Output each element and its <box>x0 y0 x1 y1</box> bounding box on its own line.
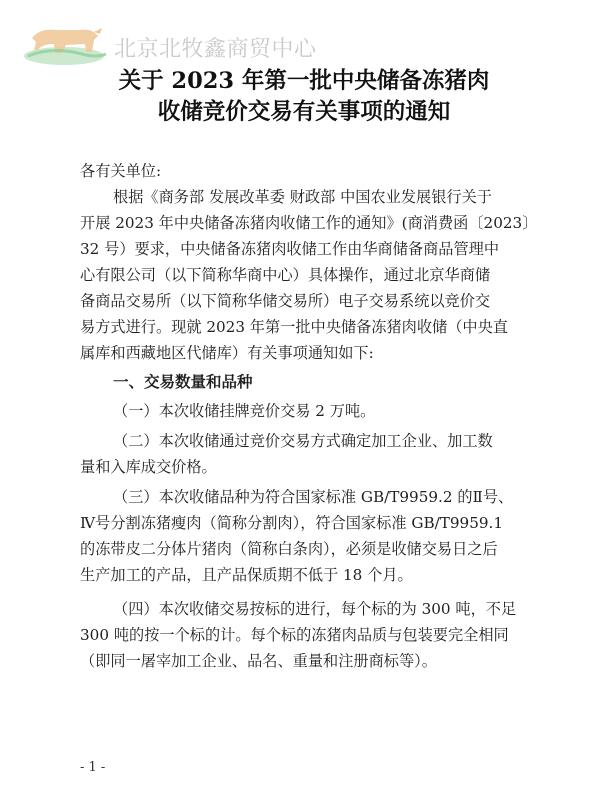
item-3-line: （三）本次收储品种为符合国家标准 GB/T9959.2 的Ⅱ号、 <box>113 488 514 506</box>
item-3-line: 生产加工的产品，且产品保质期不低于 18 个月。 <box>80 566 413 584</box>
item-4-line: 300 吨的按一个标的计。每个标的冻猪肉品质与包装要完全相同 <box>80 626 509 644</box>
page-number: - 1 - <box>80 760 106 775</box>
item-4-line: （即同一屠宰加工企业、品名、重量和注册商标等）。 <box>80 652 437 670</box>
intro-line: 开展 2023 年中央储备冻猪肉收储工作的通知》(商消费函〔2023〕 <box>80 214 538 232</box>
document-title-line-1: 关于 2023 年第一批中央储备冻猪肉 <box>118 68 490 94</box>
watermark-org-name: 北京北牧鑫商贸中心 <box>114 37 317 62</box>
item-3-line: Ⅳ号分割冻猪瘦肉（简称分割肉），符合国家标准 GB/T9959.1 <box>80 514 504 532</box>
document-title-line-2: 收储竞价交易有关事项的通知 <box>157 99 451 125</box>
item-3-line: 的冻带皮二分体片猪肉（简称白条肉），必须是收储交易日之后 <box>80 540 498 558</box>
salutation: 各有关单位: <box>80 162 162 180</box>
intro-line: 易方式进行。现就 2023 年第一批中央储备冻猪肉收储（中央直 <box>80 318 508 336</box>
item-1-line: （一）本次收储挂牌竞价交易 2 万吨。 <box>113 402 376 420</box>
intro-line: 备商品交易所（以下简称华储交易所）电子交易系统以竞价交 <box>80 292 491 310</box>
intro-line: 心有限公司（以下简称华商中心）具体操作，通过北京华商储 <box>80 266 491 284</box>
intro-line: 根据《商务部 发展改革委 财政部 中国农业发展银行关于 <box>113 188 492 206</box>
item-2-line: （二）本次收储通过竞价交易方式确定加工企业、加工数 <box>113 432 493 450</box>
item-2-line: 量和入库成交价格。 <box>80 458 217 476</box>
intro-line: 属库和西藏地区代储库）有关事项通知如下: <box>80 344 374 362</box>
intro-line: 32 号）要求，中央储备冻猪肉收储工作由华商储备商品管理中 <box>80 240 500 258</box>
item-4-line: （四）本次收储交易按标的进行，每个标的为 300 吨，不足 <box>113 600 517 618</box>
section-1-heading: 一、交易数量和品种 <box>113 373 253 391</box>
